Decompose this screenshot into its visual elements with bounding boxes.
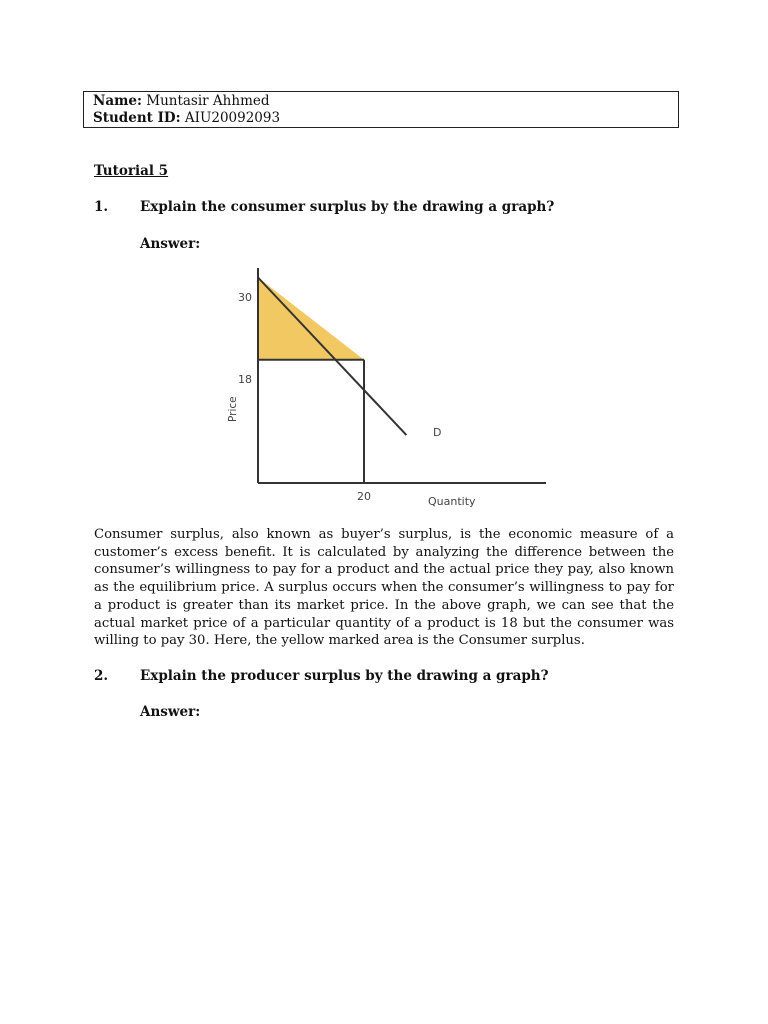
question-2-text: Explain the producer surplus by the drawing a graph? [140,668,549,684]
question-1-number: 1. [94,199,109,215]
answer-1-label: Answer: [140,236,201,252]
student-id-row [93,110,669,127]
question-2 [94,668,549,684]
x-tick-label-20: 20 [357,490,371,503]
question-1 [94,199,554,215]
question-2-number: 2. [94,668,109,684]
y-tick-label-18: 18 [238,373,252,386]
y-axis-label: Price [227,396,239,422]
student-info-box [83,91,679,128]
explanation-paragraph: Consumer surplus, also known as buyer’s surplus, is the economic measure of a customer’s excess benefit. It is calculated by analyzing the difference between the consumer’s willingness to pay for a product and the actual price they pay, also known as the equilibrium price. A surplus occurs when the consumer’s willingness to pay for a product is greater than its market price. In the above graph, we can see that the actual market price of a particular quantity of a product is 18 but the consumer was willing to pay 30. Here, the yellow marked area is the Consumer surplus. [94,527,674,649]
name-row [93,93,669,110]
name-value: Muntasir Ahhmed [146,93,270,109]
student-id-label: Student ID: [93,110,181,126]
x-axis-label: Quantity [428,495,476,508]
name-label: Name: [93,93,142,109]
consumer-surplus-area [258,278,364,360]
student-id-value: AIU20092093 [184,110,281,126]
question-1-text: Explain the consumer surplus by the drawing a graph? [140,199,555,215]
y-tick-label-30: 30 [238,291,252,304]
consumer-surplus-chart [222,262,562,514]
answer-2-label: Answer: [140,704,201,720]
demand-curve-label: D [433,426,442,439]
tutorial-title: Tutorial 5 [94,163,169,179]
